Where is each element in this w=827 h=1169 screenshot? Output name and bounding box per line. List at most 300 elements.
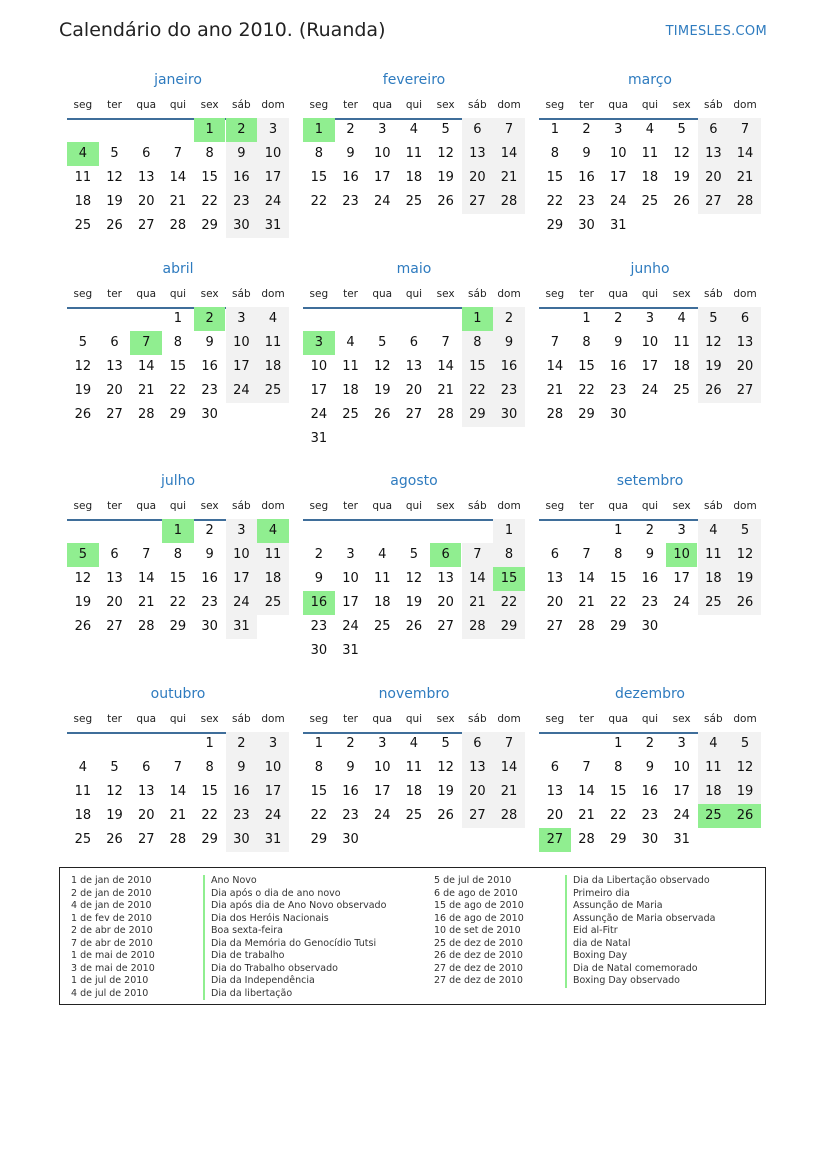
day-cell[interactable]: 26 [106, 218, 123, 233]
day-cell[interactable]: 16 [201, 359, 218, 374]
day-cell[interactable]: 5 [409, 547, 419, 562]
day-cell[interactable]: 14 [546, 359, 564, 374]
day-cell[interactable]: 4 [645, 122, 655, 137]
day-cell[interactable]: 20 [405, 383, 423, 398]
holiday-day-cell[interactable]: 26 [729, 804, 761, 828]
day-cell[interactable]: 30 [226, 214, 258, 238]
day-cell[interactable]: 11 [698, 756, 730, 780]
holiday-day-cell[interactable]: 5 [67, 543, 99, 567]
day-cell[interactable]: 23 [641, 808, 659, 823]
day-cell[interactable]: 10 [673, 760, 690, 775]
day-cell[interactable]: 17 [673, 571, 690, 586]
day-cell[interactable]: 9 [226, 142, 258, 166]
day-cell[interactable]: 24 [673, 595, 690, 610]
day-cell[interactable]: 7 [441, 335, 450, 350]
day-cell[interactable]: 12 [729, 756, 761, 780]
day-cell[interactable]: 12 [673, 146, 690, 161]
day-cell[interactable]: 26 [106, 832, 123, 847]
day-cell[interactable]: 9 [346, 146, 355, 161]
day-cell[interactable]: 5 [110, 760, 119, 775]
day-cell[interactable]: 28 [137, 407, 155, 422]
day-cell[interactable]: 25 [74, 218, 92, 233]
day-cell[interactable]: 7 [173, 760, 183, 775]
day-cell[interactable]: 17 [257, 166, 289, 190]
day-cell[interactable]: 8 [314, 760, 323, 775]
day-cell[interactable]: 29 [310, 832, 328, 847]
day-cell[interactable]: 2 [645, 523, 655, 538]
day-cell[interactable]: 24 [373, 194, 391, 209]
day-cell[interactable]: 19 [74, 595, 92, 610]
day-cell[interactable]: 27 [106, 407, 123, 422]
day-cell[interactable]: 28 [578, 832, 595, 847]
day-cell[interactable]: 20 [137, 194, 155, 209]
day-cell[interactable]: 29 [201, 218, 218, 233]
day-cell[interactable]: 15 [201, 170, 218, 185]
day-cell[interactable]: 4 [78, 760, 87, 775]
day-cell[interactable]: 18 [257, 567, 289, 591]
day-cell[interactable]: 20 [137, 808, 155, 823]
day-cell[interactable]: 21 [462, 591, 494, 615]
day-cell[interactable]: 18 [641, 170, 659, 185]
day-cell[interactable]: 13 [546, 571, 564, 586]
day-cell[interactable]: 27 [698, 190, 730, 214]
day-cell[interactable]: 10 [226, 543, 258, 567]
day-cell[interactable]: 31 [257, 828, 289, 852]
day-cell[interactable]: 7 [493, 732, 525, 756]
day-cell[interactable]: 12 [437, 146, 454, 161]
day-cell[interactable]: 1 [614, 736, 623, 751]
day-cell[interactable]: 18 [405, 170, 423, 185]
day-cell[interactable]: 17 [310, 383, 328, 398]
day-cell[interactable]: 26 [74, 619, 92, 634]
day-cell[interactable]: 4 [698, 519, 730, 543]
day-cell[interactable]: 19 [729, 780, 761, 804]
day-cell[interactable]: 31 [257, 214, 289, 238]
day-cell[interactable]: 13 [106, 359, 123, 374]
day-cell[interactable]: 19 [106, 194, 123, 209]
day-cell[interactable]: 1 [493, 519, 525, 543]
day-cell[interactable]: 30 [201, 619, 218, 634]
day-cell[interactable]: 18 [74, 808, 92, 823]
day-cell[interactable]: 17 [373, 784, 391, 799]
day-cell[interactable]: 27 [405, 407, 423, 422]
day-cell[interactable]: 31 [310, 431, 328, 446]
day-cell[interactable]: 21 [169, 808, 187, 823]
day-cell[interactable]: 28 [169, 218, 187, 233]
day-cell[interactable]: 21 [169, 194, 187, 209]
day-cell[interactable]: 24 [226, 379, 258, 403]
day-cell[interactable]: 15 [609, 784, 627, 799]
day-cell[interactable]: 1 [614, 523, 623, 538]
day-cell[interactable]: 3 [257, 118, 289, 142]
day-cell[interactable]: 12 [437, 760, 454, 775]
day-cell[interactable]: 10 [257, 142, 289, 166]
day-cell[interactable]: 15 [310, 170, 328, 185]
day-cell[interactable]: 8 [462, 331, 494, 355]
day-cell[interactable]: 12 [106, 784, 123, 799]
day-cell[interactable]: 29 [493, 615, 525, 639]
day-cell[interactable]: 19 [106, 808, 123, 823]
day-cell[interactable]: 25 [673, 383, 690, 398]
day-cell[interactable]: 1 [205, 736, 214, 751]
holiday-day-cell[interactable]: 15 [493, 567, 525, 591]
day-cell[interactable]: 25 [405, 808, 423, 823]
day-cell[interactable]: 4 [409, 736, 419, 751]
day-cell[interactable]: 1 [314, 736, 323, 751]
day-cell[interactable]: 20 [546, 808, 564, 823]
day-cell[interactable]: 18 [342, 383, 359, 398]
day-cell[interactable]: 10 [226, 331, 258, 355]
day-cell[interactable]: 14 [578, 784, 595, 799]
day-cell[interactable]: 29 [169, 619, 187, 634]
day-cell[interactable]: 17 [342, 595, 359, 610]
day-cell[interactable]: 11 [74, 170, 92, 185]
day-cell[interactable]: 21 [493, 780, 525, 804]
day-cell[interactable]: 22 [462, 379, 494, 403]
day-cell[interactable]: 28 [493, 190, 525, 214]
day-cell[interactable]: 21 [493, 166, 525, 190]
day-cell[interactable]: 24 [257, 190, 289, 214]
day-cell[interactable]: 2 [645, 736, 655, 751]
day-cell[interactable]: 16 [342, 170, 359, 185]
day-cell[interactable]: 19 [437, 170, 454, 185]
day-cell[interactable]: 31 [226, 615, 258, 639]
day-cell[interactable]: 3 [346, 547, 355, 562]
day-cell[interactable]: 23 [201, 383, 218, 398]
day-cell[interactable]: 14 [578, 571, 595, 586]
day-cell[interactable]: 21 [578, 808, 595, 823]
holiday-day-cell[interactable]: 4 [257, 519, 289, 543]
day-cell[interactable]: 29 [609, 619, 627, 634]
holiday-day-cell[interactable]: 1 [303, 118, 335, 142]
day-cell[interactable]: 12 [405, 571, 423, 586]
day-cell[interactable]: 6 [110, 335, 119, 350]
day-cell[interactable]: 9 [226, 756, 258, 780]
day-cell[interactable]: 8 [173, 335, 183, 350]
day-cell[interactable]: 20 [729, 355, 761, 379]
day-cell[interactable]: 1 [550, 122, 559, 137]
brand-logo-text[interactable]: TIMESLES.COM [665, 24, 767, 39]
day-cell[interactable]: 20 [698, 166, 730, 190]
day-cell[interactable]: 5 [729, 519, 761, 543]
day-cell[interactable]: 16 [201, 571, 218, 586]
holiday-day-cell[interactable]: 1 [194, 118, 226, 142]
day-cell[interactable]: 29 [201, 832, 218, 847]
day-cell[interactable]: 30 [609, 407, 627, 422]
day-cell[interactable]: 24 [373, 808, 391, 823]
day-cell[interactable]: 26 [729, 591, 761, 615]
day-cell[interactable]: 7 [582, 760, 591, 775]
day-cell[interactable]: 28 [546, 407, 564, 422]
day-cell[interactable]: 19 [373, 383, 391, 398]
day-cell[interactable]: 28 [578, 619, 595, 634]
day-cell[interactable]: 22 [578, 383, 595, 398]
day-cell[interactable]: 10 [373, 760, 391, 775]
day-cell[interactable]: 25 [405, 194, 423, 209]
day-cell[interactable]: 29 [546, 218, 564, 233]
day-cell[interactable]: 5 [698, 307, 730, 331]
day-cell[interactable]: 24 [342, 619, 359, 634]
day-cell[interactable]: 29 [169, 407, 187, 422]
holiday-day-cell[interactable]: 1 [162, 519, 194, 543]
day-cell[interactable]: 26 [698, 379, 730, 403]
day-cell[interactable]: 11 [342, 359, 359, 374]
day-cell[interactable]: 8 [493, 543, 525, 567]
day-cell[interactable]: 13 [405, 359, 423, 374]
day-cell[interactable]: 16 [226, 780, 258, 804]
day-cell[interactable]: 19 [74, 383, 92, 398]
day-cell[interactable]: 3 [614, 122, 623, 137]
day-cell[interactable]: 26 [405, 619, 423, 634]
day-cell[interactable]: 14 [437, 359, 454, 374]
day-cell[interactable]: 15 [201, 784, 218, 799]
day-cell[interactable]: 17 [257, 780, 289, 804]
day-cell[interactable]: 25 [373, 619, 391, 634]
day-cell[interactable]: 17 [226, 355, 258, 379]
day-cell[interactable]: 19 [698, 355, 730, 379]
day-cell[interactable]: 5 [78, 335, 87, 350]
day-cell[interactable]: 14 [137, 359, 155, 374]
day-cell[interactable]: 1 [173, 311, 183, 326]
day-cell[interactable]: 3 [677, 523, 686, 538]
day-cell[interactable]: 23 [310, 619, 328, 634]
day-cell[interactable]: 5 [677, 122, 686, 137]
day-cell[interactable]: 12 [106, 170, 123, 185]
day-cell[interactable]: 6 [142, 146, 151, 161]
day-cell[interactable]: 7 [493, 118, 525, 142]
day-cell[interactable]: 3 [645, 311, 655, 326]
day-cell[interactable]: 23 [342, 194, 359, 209]
day-cell[interactable]: 2 [582, 122, 591, 137]
holiday-day-cell[interactable]: 1 [462, 307, 494, 331]
day-cell[interactable]: 13 [546, 784, 564, 799]
day-cell[interactable]: 21 [137, 383, 155, 398]
day-cell[interactable]: 16 [641, 784, 659, 799]
day-cell[interactable]: 10 [373, 146, 391, 161]
day-cell[interactable]: 7 [729, 118, 761, 142]
day-cell[interactable]: 28 [437, 407, 454, 422]
day-cell[interactable]: 23 [578, 194, 595, 209]
day-cell[interactable]: 22 [546, 194, 564, 209]
day-cell[interactable]: 9 [314, 571, 323, 586]
day-cell[interactable]: 21 [546, 383, 564, 398]
day-cell[interactable]: 5 [729, 732, 761, 756]
day-cell[interactable]: 3 [226, 307, 258, 331]
day-cell[interactable]: 30 [578, 218, 595, 233]
day-cell[interactable]: 23 [201, 595, 218, 610]
day-cell[interactable]: 28 [493, 804, 525, 828]
day-cell[interactable]: 27 [106, 619, 123, 634]
day-cell[interactable]: 7 [173, 146, 183, 161]
day-cell[interactable]: 5 [110, 146, 119, 161]
day-cell[interactable]: 9 [205, 335, 214, 350]
day-cell[interactable]: 15 [462, 355, 494, 379]
day-cell[interactable]: 6 [462, 118, 494, 142]
day-cell[interactable]: 27 [437, 619, 454, 634]
day-cell[interactable]: 27 [462, 804, 494, 828]
day-cell[interactable]: 10 [310, 359, 328, 374]
day-cell[interactable]: 30 [201, 407, 218, 422]
day-cell[interactable]: 24 [673, 808, 690, 823]
day-cell[interactable]: 20 [462, 166, 494, 190]
day-cell[interactable]: 12 [74, 571, 92, 586]
day-cell[interactable]: 4 [378, 547, 387, 562]
day-cell[interactable]: 11 [373, 571, 391, 586]
day-cell[interactable]: 3 [378, 736, 387, 751]
day-cell[interactable]: 18 [698, 567, 730, 591]
day-cell[interactable]: 25 [342, 407, 359, 422]
day-cell[interactable]: 6 [409, 335, 419, 350]
day-cell[interactable]: 28 [169, 832, 187, 847]
day-cell[interactable]: 24 [226, 591, 258, 615]
day-cell[interactable]: 2 [346, 736, 355, 751]
day-cell[interactable]: 12 [729, 543, 761, 567]
day-cell[interactable]: 2 [226, 732, 258, 756]
day-cell[interactable]: 7 [550, 335, 559, 350]
day-cell[interactable]: 23 [641, 595, 659, 610]
day-cell[interactable]: 13 [698, 142, 730, 166]
day-cell[interactable]: 14 [137, 571, 155, 586]
day-cell[interactable]: 20 [462, 780, 494, 804]
day-cell[interactable]: 15 [169, 571, 187, 586]
day-cell[interactable]: 18 [673, 359, 690, 374]
day-cell[interactable]: 8 [550, 146, 559, 161]
day-cell[interactable]: 2 [614, 311, 623, 326]
day-cell[interactable]: 18 [373, 595, 391, 610]
day-cell[interactable]: 21 [729, 166, 761, 190]
day-cell[interactable]: 11 [698, 543, 730, 567]
day-cell[interactable]: 13 [137, 170, 155, 185]
day-cell[interactable]: 15 [169, 359, 187, 374]
day-cell[interactable]: 16 [493, 355, 525, 379]
day-cell[interactable]: 9 [645, 760, 655, 775]
holiday-day-cell[interactable]: 3 [303, 331, 335, 355]
day-cell[interactable]: 8 [205, 146, 214, 161]
day-cell[interactable]: 11 [257, 331, 289, 355]
day-cell[interactable]: 22 [310, 808, 328, 823]
day-cell[interactable]: 31 [342, 643, 359, 658]
day-cell[interactable]: 12 [74, 359, 92, 374]
day-cell[interactable]: 12 [698, 331, 730, 355]
day-cell[interactable]: 13 [437, 571, 454, 586]
day-cell[interactable]: 25 [74, 832, 92, 847]
day-cell[interactable]: 6 [142, 760, 151, 775]
day-cell[interactable]: 3 [257, 732, 289, 756]
day-cell[interactable]: 2 [493, 307, 525, 331]
day-cell[interactable]: 15 [546, 170, 564, 185]
day-cell[interactable]: 24 [609, 194, 627, 209]
day-cell[interactable]: 8 [314, 146, 323, 161]
day-cell[interactable]: 14 [169, 170, 187, 185]
day-cell[interactable]: 10 [641, 335, 659, 350]
day-cell[interactable]: 6 [110, 547, 119, 562]
day-cell[interactable]: 4 [346, 335, 355, 350]
day-cell[interactable]: 22 [169, 383, 187, 398]
day-cell[interactable]: 23 [226, 804, 258, 828]
day-cell[interactable]: 16 [342, 784, 359, 799]
day-cell[interactable]: 28 [462, 615, 494, 639]
holiday-day-cell[interactable]: 2 [226, 118, 258, 142]
day-cell[interactable]: 25 [257, 379, 289, 403]
holiday-day-cell[interactable]: 7 [130, 331, 162, 355]
day-cell[interactable]: 14 [493, 142, 525, 166]
day-cell[interactable]: 12 [373, 359, 391, 374]
day-cell[interactable]: 4 [409, 122, 419, 137]
day-cell[interactable]: 22 [609, 808, 627, 823]
day-cell[interactable]: 31 [673, 832, 690, 847]
day-cell[interactable]: 4 [677, 311, 686, 326]
holiday-day-cell[interactable]: 27 [539, 828, 571, 852]
day-cell[interactable]: 5 [441, 736, 450, 751]
day-cell[interactable]: 30 [641, 619, 659, 634]
day-cell[interactable]: 16 [578, 170, 595, 185]
day-cell[interactable]: 15 [578, 359, 595, 374]
day-cell[interactable]: 29 [462, 403, 494, 427]
day-cell[interactable]: 18 [405, 784, 423, 799]
day-cell[interactable]: 8 [205, 760, 214, 775]
day-cell[interactable]: 10 [342, 571, 359, 586]
day-cell[interactable]: 18 [74, 194, 92, 209]
day-cell[interactable]: 24 [641, 383, 659, 398]
day-cell[interactable]: 10 [609, 146, 627, 161]
day-cell[interactable]: 22 [169, 595, 187, 610]
day-cell[interactable]: 31 [609, 218, 627, 233]
day-cell[interactable]: 30 [641, 832, 659, 847]
day-cell[interactable]: 9 [346, 760, 355, 775]
day-cell[interactable]: 10 [257, 756, 289, 780]
day-cell[interactable]: 8 [614, 547, 623, 562]
day-cell[interactable]: 7 [582, 547, 591, 562]
day-cell[interactable]: 11 [257, 543, 289, 567]
day-cell[interactable]: 4 [698, 732, 730, 756]
day-cell[interactable]: 17 [641, 359, 659, 374]
day-cell[interactable]: 2 [205, 523, 214, 538]
day-cell[interactable]: 27 [546, 619, 564, 634]
holiday-day-cell[interactable]: 10 [666, 543, 698, 567]
day-cell[interactable]: 13 [729, 331, 761, 355]
day-cell[interactable]: 3 [677, 736, 686, 751]
day-cell[interactable]: 21 [137, 595, 155, 610]
day-cell[interactable]: 11 [641, 146, 659, 161]
day-cell[interactable]: 23 [493, 379, 525, 403]
day-cell[interactable]: 19 [405, 595, 423, 610]
day-cell[interactable]: 25 [698, 591, 730, 615]
day-cell[interactable]: 14 [493, 756, 525, 780]
day-cell[interactable]: 6 [462, 732, 494, 756]
day-cell[interactable]: 21 [578, 595, 595, 610]
day-cell[interactable]: 15 [310, 784, 328, 799]
day-cell[interactable]: 6 [698, 118, 730, 142]
day-cell[interactable]: 18 [257, 355, 289, 379]
day-cell[interactable]: 6 [550, 547, 559, 562]
day-cell[interactable]: 9 [582, 146, 591, 161]
day-cell[interactable]: 18 [698, 780, 730, 804]
day-cell[interactable]: 22 [201, 194, 218, 209]
day-cell[interactable]: 7 [142, 547, 151, 562]
day-cell[interactable]: 30 [310, 643, 328, 658]
day-cell[interactable]: 17 [373, 170, 391, 185]
day-cell[interactable]: 16 [641, 571, 659, 586]
day-cell[interactable]: 24 [257, 804, 289, 828]
day-cell[interactable]: 13 [462, 142, 494, 166]
day-cell[interactable]: 22 [310, 194, 328, 209]
day-cell[interactable]: 8 [614, 760, 623, 775]
day-cell[interactable]: 4 [257, 307, 289, 331]
day-cell[interactable]: 26 [373, 407, 391, 422]
day-cell[interactable]: 9 [493, 331, 525, 355]
day-cell[interactable]: 27 [729, 379, 761, 403]
day-cell[interactable]: 28 [137, 619, 155, 634]
